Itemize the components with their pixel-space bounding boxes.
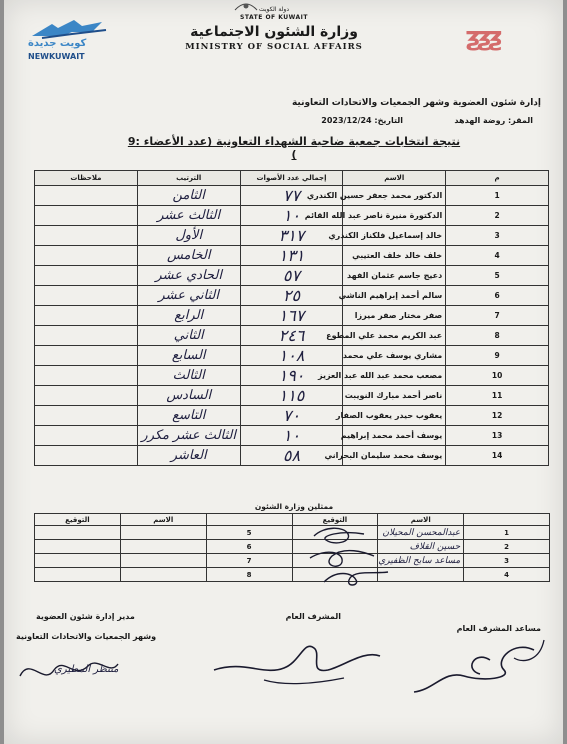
row-number: 9 — [446, 346, 549, 366]
candidate-name: يوسف أحمد محمد إبراهيم — [343, 426, 446, 446]
row-number: 6 — [446, 286, 549, 306]
vote-count: ٥٧ — [240, 266, 343, 286]
notes-cell — [35, 206, 138, 226]
ministry-name-en: MINISTRY OF SOCIAL AFFAIRS — [185, 42, 363, 52]
candidate-name: عبد الكريم محمد علي المطوع — [343, 326, 446, 346]
rep-name-right: عبدالمحسن المحيلان — [378, 526, 464, 540]
new-kuwait-logo — [22, 18, 112, 64]
rep-number-left: 7 — [206, 554, 292, 568]
notes-cell — [35, 446, 138, 466]
rep-name-left — [120, 540, 206, 554]
rep-number-left: 5 — [206, 526, 292, 540]
notes-cell — [35, 286, 138, 306]
candidate-rank: التاسع — [137, 406, 240, 426]
rep-header-name-left: الاسم — [120, 514, 206, 526]
vote-count: ١١٥ — [240, 386, 343, 406]
row-number: 2 — [446, 206, 549, 226]
general-supervisor-signature — [204, 630, 384, 690]
general-supervisor-label: المشرف العام — [285, 612, 341, 621]
table-row — [35, 286, 549, 306]
row-number: 1 — [446, 186, 549, 206]
candidate-rank: الثاني عشر — [137, 286, 240, 306]
row-number: 5 — [446, 266, 549, 286]
candidate-rank: الرابع — [137, 306, 240, 326]
director-label-line1: مدير إدارة شئون العضوية — [36, 612, 135, 621]
candidate-rank: العاشر — [137, 446, 240, 466]
notes-cell — [35, 426, 138, 446]
assistant-supervisor-signature — [394, 630, 554, 700]
candidate-rank: الثالث عشر مكرر — [137, 426, 240, 446]
vote-count: ١٣١ — [240, 246, 343, 266]
rep-number-right: 2 — [464, 540, 550, 554]
candidate-rank: السادس — [137, 386, 240, 406]
table-row — [35, 306, 549, 326]
rep-header-signature-right: التوقيع — [292, 514, 378, 526]
header-num: م — [446, 171, 549, 186]
vote-count: ٢٤٦ — [240, 326, 343, 346]
headquarters-line: المقر: روضة الهدهد — [454, 116, 533, 125]
table-row — [35, 326, 549, 346]
rep-header-name-right: الاسم — [378, 514, 464, 526]
department-name: إدارة شئون العضوية وشهر الجمعيات والاتحادات التعاونية — [291, 98, 541, 108]
representative-signatures-ink — [304, 522, 394, 592]
candidate-name: مصعب محمد عبد الله عبد العزيز — [343, 366, 446, 386]
vote-count: ١٠ — [240, 426, 343, 446]
notes-cell — [35, 226, 138, 246]
director-handwritten-name: منتظر المطيري — [54, 664, 119, 675]
rep-number-right: 4 — [464, 568, 550, 582]
director-label-line2: وشهر الجمعيات والاتحادات التعاونية — [16, 632, 157, 641]
candidate-name: خالد إسماعيل فلكناز الكندري — [343, 226, 446, 246]
table-row — [35, 406, 549, 426]
row-number: 7 — [446, 306, 549, 326]
candidate-name: الدكتور محمد جعفر حسين الكندري — [343, 186, 446, 206]
rep-name-right: حسين القلاف — [378, 540, 464, 554]
header-rank: الترتيب — [137, 171, 240, 186]
vote-count: ١٩٠ — [240, 366, 343, 386]
new-kuwait-logo-icon — [22, 18, 112, 40]
header-votes: إجمالي عدد الأصوات — [240, 171, 343, 186]
vote-count: ٧٧ — [240, 186, 343, 206]
rep-row — [35, 540, 550, 554]
table-row — [35, 346, 549, 366]
row-number: 8 — [446, 326, 549, 346]
row-number: 4 — [446, 246, 549, 266]
row-number: 14 — [446, 446, 549, 466]
table-row — [35, 226, 549, 246]
rep-number-left: 8 — [206, 568, 292, 582]
table-row — [35, 386, 549, 406]
notes-cell — [35, 406, 138, 426]
ministry-header — [184, 6, 364, 52]
vote-count: ٣١٧ — [240, 226, 343, 246]
ministry-logo-mark-icon: ƺƺƺ — [465, 22, 499, 52]
vote-count: ٢٥ — [240, 286, 343, 306]
table-row — [35, 186, 549, 206]
representatives-table — [34, 513, 550, 582]
rep-row — [35, 554, 550, 568]
candidate-name: دعيج جاسم عثمان الفهد — [343, 266, 446, 286]
rep-row — [35, 526, 550, 540]
candidate-name: يوسف محمد سليمان البحراني — [343, 446, 446, 466]
candidate-name: يعقوب حيدر يعقوب الصفار — [343, 406, 446, 426]
candidate-rank: الثالث — [137, 366, 240, 386]
candidate-rank: الثالث عشر — [137, 206, 240, 226]
rep-number-left: 6 — [206, 540, 292, 554]
notes-cell — [35, 366, 138, 386]
candidate-rank: الثاني — [137, 326, 240, 346]
ministry-name-ar: وزارة الشئون الاجتماعية — [190, 24, 358, 40]
new-kuwait-logo-en: NEWKUWAIT — [28, 52, 85, 61]
rep-name-left — [120, 568, 206, 582]
table-row — [35, 206, 549, 226]
rep-signature-left — [35, 540, 121, 554]
candidate-name: مشاري يوسف علي محمد — [343, 346, 446, 366]
notes-cell — [35, 266, 138, 286]
row-number: 12 — [446, 406, 549, 426]
row-number: 10 — [446, 366, 549, 386]
rep-signature-left — [35, 554, 121, 568]
new-kuwait-logo-ar: كويت جديدة — [28, 38, 87, 49]
vote-count: ١٦٧ — [240, 306, 343, 326]
notes-cell — [35, 386, 138, 406]
candidate-name: صفر مختار صفر ميرزا — [343, 306, 446, 326]
election-results-table — [34, 170, 549, 466]
candidate-rank: الحادي عشر — [137, 266, 240, 286]
rep-name-right: مساعد سابح الظفيري — [378, 554, 464, 568]
candidate-rank: الأول — [137, 226, 240, 246]
rep-number-right: 1 — [464, 526, 550, 540]
rep-signature-left — [35, 526, 121, 540]
rep-header-row — [35, 514, 550, 526]
row-number: 11 — [446, 386, 549, 406]
table-header-row — [35, 171, 549, 186]
notes-cell — [35, 246, 138, 266]
rep-header-signature-left: التوقيع — [35, 514, 121, 526]
results-body — [35, 186, 549, 466]
state-name-en: STATE OF KUWAIT — [240, 14, 308, 21]
vote-count: ٧٠ — [240, 406, 343, 426]
candidate-rank: الثامن — [137, 186, 240, 206]
rep-number-right: 3 — [464, 554, 550, 568]
notes-cell — [35, 326, 138, 346]
vote-count: ١٠ — [240, 206, 343, 226]
rep-row — [35, 568, 550, 582]
candidate-name: سالم أحمد إبراهيم الناشي — [343, 286, 446, 306]
assistant-supervisor-label: مساعد المشرف العام — [456, 624, 541, 633]
rep-name-left — [120, 526, 206, 540]
ministry-logo — [459, 22, 539, 58]
candidate-rank: السابع — [137, 346, 240, 366]
header-name: الاسم — [343, 171, 446, 186]
date-line: التاريخ: 2023/12/24 — [321, 116, 403, 125]
vote-count: ١٠٨ — [240, 346, 343, 366]
document-page — [4, 0, 563, 744]
state-name-ar: دولة الكويت — [259, 6, 289, 13]
rep-body — [35, 526, 550, 582]
rep-signature-left — [35, 568, 121, 582]
table-row — [35, 426, 549, 446]
table-row — [35, 446, 549, 466]
candidate-name: الدكتورة منيرة ناصر عبد الله القائم — [343, 206, 446, 226]
row-number: 3 — [446, 226, 549, 246]
notes-cell — [35, 186, 138, 206]
document-title: نتيجة انتخابات جمعية ضاحية الشهداء التعاونية (عدد الأعضاء :9 ) — [127, 135, 461, 161]
notes-cell — [35, 306, 138, 326]
rep-header-num-right — [464, 514, 550, 526]
table-row — [35, 366, 549, 386]
row-number: 13 — [446, 426, 549, 446]
candidate-rank: الخامس — [137, 246, 240, 266]
header-notes: ملاحظات — [35, 171, 138, 186]
rep-header-num-left — [206, 514, 292, 526]
table-row — [35, 266, 549, 286]
rep-name-left — [120, 554, 206, 568]
candidate-name: خلف خالد خلف العتيبي — [343, 246, 446, 266]
representatives-title: ممثلين وزارة الشئون — [254, 502, 334, 511]
candidate-name: ناصر أحمد مبارك النويبت — [343, 386, 446, 406]
notes-cell — [35, 346, 138, 366]
table-row — [35, 246, 549, 266]
vote-count: ٥٨ — [240, 446, 343, 466]
